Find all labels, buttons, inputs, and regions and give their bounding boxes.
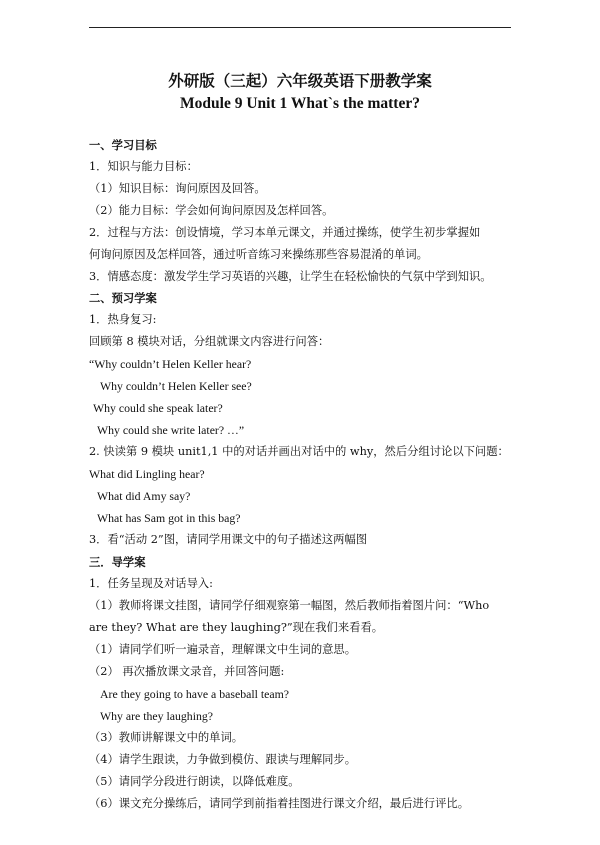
body-line: 1．热身复习: (89, 313, 157, 326)
body-line: （5）请同学分段进行朗读，以降低难度。 (89, 775, 300, 788)
body-line: 1．知识与能力目标： (89, 160, 198, 173)
body-line: （3）教师讲解课文中的单词。 (89, 731, 244, 744)
section-heading-guide: 三．导学案 (89, 555, 146, 569)
document-subtitle: Module 9 Unit 1 What`s the matter? (180, 95, 420, 112)
body-line: （2） 再次播放课文录音，并回答问题: (89, 665, 285, 678)
body-line: 回顾第 8 模块对话，分组就课文内容进行问答： (89, 335, 330, 348)
question-line: What did Lingling hear? (89, 467, 205, 481)
body-line: 2. 快读第 9 模块 unit1,1 中的对话并画出对话中的 why，然后分组讨论以下问题： (89, 445, 509, 458)
question-line: Why are they laughing? (100, 709, 214, 723)
body-line: 3．情感态度：激发学生学习英语的兴趣，让学生在轻松愉快的气氛中学到知识。 (89, 270, 492, 283)
section-heading-preview: 二、预习学案 (89, 291, 157, 305)
header-rule (89, 27, 511, 28)
document-title: 外研版（三起）六年级英语下册教学案 (168, 71, 432, 90)
question-line: Are they going to have a baseball team? (100, 687, 290, 701)
question-line: What did Amy say? (97, 489, 191, 503)
body-line: （6）课文充分操练后，请同学到前指着挂图进行课文介绍，最后进行评比。 (89, 797, 469, 810)
dialogue-line: Why could she write later? …” (97, 423, 245, 437)
body-line: 何询问原因及怎样回答，通过听音练习来操练那些容易混淆的单词。 (89, 248, 428, 261)
body-line: 3．看“活动 2”图，请同学用课文中的句子描述这两幅图 (89, 533, 368, 546)
body-line: （4）请学生跟读，力争做到模仿、跟读与理解同步。 (89, 753, 357, 766)
body-line: are they? What are they laughing?”现在我们来看看。 (89, 621, 384, 634)
body-line: （2）能力目标：学会如何询问原因及怎样回答。 (89, 204, 334, 217)
dialogue-line: Why could she speak later? (93, 401, 223, 415)
body-line: 1．任务呈现及对话导入: (89, 577, 213, 590)
body-line: 2．过程与方法：创设情境，学习本单元课文，并通过操练，使学生初步掌握如 (89, 226, 481, 239)
question-line: What has Sam got in this bag? (97, 511, 241, 525)
body-line: （1）请同学们听一遍录音，理解课文中生词的意思。 (89, 643, 357, 656)
body-line: （1）知识目标：询问原因及回答。 (89, 182, 266, 195)
section-heading-objectives: 一、学习目标 (89, 138, 157, 152)
dialogue-line: “Why couldn’t Helen Keller hear? (89, 357, 252, 371)
body-line: （1）教师将课文挂图，请同学仔细观察第一幅图，然后教师指着图片问：“Who (89, 599, 490, 612)
dialogue-line: Why couldn’t Helen Keller see? (100, 379, 252, 393)
